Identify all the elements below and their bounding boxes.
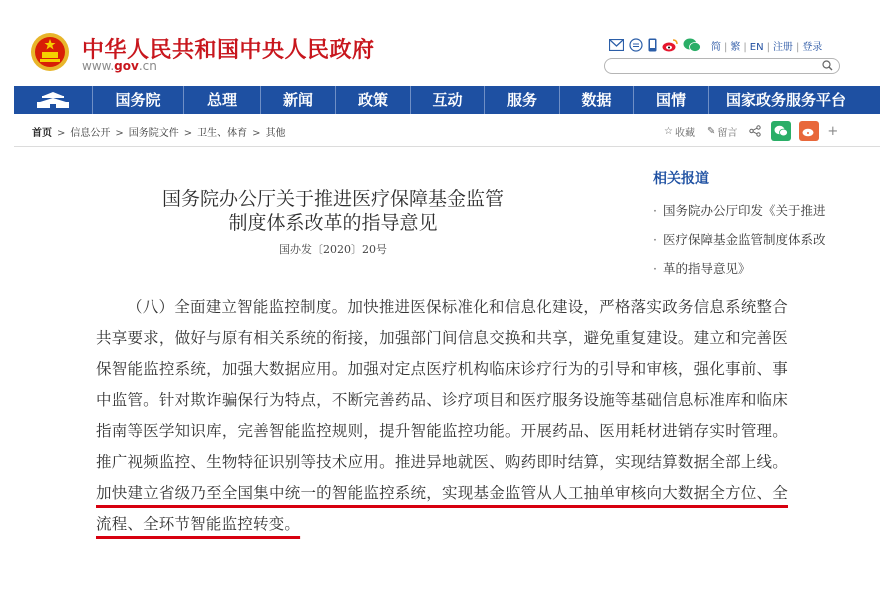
- related-reports-title: 相关报道: [653, 171, 709, 187]
- breadcrumb-other[interactable]: 其他: [265, 128, 286, 139]
- share-icon: [749, 125, 761, 137]
- wechat-icon: [774, 125, 788, 137]
- nav-item-interaction[interactable]: 互动: [411, 86, 485, 114]
- mobile-icon[interactable]: [648, 38, 657, 52]
- nav-item-data[interactable]: 数据: [560, 86, 634, 114]
- search-input[interactable]: [604, 58, 840, 74]
- nav-item-gov-service-platform[interactable]: 国家政务服务平台: [725, 91, 846, 109]
- comment-label: 留言: [717, 127, 738, 139]
- simplified-chinese-link[interactable]: 简: [711, 42, 721, 53]
- related-report-link[interactable]: · 革的指导意见》: [652, 254, 860, 283]
- body-text: （八）全面建立智能监控制度。加快推进医保标准化和信息化建设，严格落实政务信息系统整合共享要求，做好与原有相关系统的衔接，加强部门间信息交换和共享，避免重复建设。建立和完善医保智能监控系统，加强大数据应用。加强对定点医疗机构临床诊疗行为的引导和审核，强化事前、事中监管。针对欺诈骗保行为特点，不断完善药品、诊疗项目和医疗服务设施等基础信息标准库和临床指南等医学知识库，完善智能监控规则，提升智能监控功能。开展药品、医用耗材进销存实时管理。推广视频监控、生物特征识别等技术应用。推进异地就医、购药即时结算，实现结算数据全部上线。: [96, 298, 788, 471]
- rss-icon[interactable]: [629, 38, 643, 52]
- nav-item-state-council[interactable]: 国务院: [93, 86, 184, 114]
- header-divider: [14, 146, 880, 147]
- breadcrumb-health-sports[interactable]: 卫生、体育: [197, 128, 248, 139]
- document-number: 国办发〔2020〕20号: [279, 243, 387, 256]
- login-link[interactable]: 登录: [802, 42, 823, 53]
- highlighted-text: 加快建立省级乃至全国集中统一的智能监控系统，实现基金监管从人工抽单审核向大数据全方位、全流程、全环节智能监控转变。: [96, 484, 788, 533]
- favorite-label: 收藏: [674, 127, 695, 139]
- breadcrumb-state-council-docs[interactable]: 国务院文件: [128, 128, 179, 139]
- nav-item-policy[interactable]: 政策: [336, 86, 411, 114]
- article-tools: [664, 120, 838, 142]
- article-body-paragraph: [96, 292, 788, 540]
- article-title-line2: 制度体系改革的指导意见: [228, 212, 438, 234]
- breadcrumb-info-disclosure[interactable]: 信息公开: [70, 128, 111, 139]
- weibo-icon: [802, 125, 816, 137]
- more-share-icon[interactable]: +: [827, 123, 839, 139]
- favorite-button[interactable]: [664, 124, 695, 139]
- nav-item-national-info[interactable]: 国情: [634, 86, 709, 114]
- weibo-icon[interactable]: [662, 38, 678, 52]
- wechat-share-button[interactable]: [771, 121, 791, 141]
- header-links: 简 | 繁 | EN | 注册 | 登录: [711, 42, 823, 53]
- site-domain[interactable]: www.gov.cn: [82, 59, 157, 73]
- chevron-right-icon: >: [252, 128, 261, 139]
- share-button[interactable]: [749, 125, 761, 137]
- nav-item-premier[interactable]: 总理: [184, 86, 261, 114]
- article-title: [90, 187, 576, 235]
- breadcrumb-home[interactable]: 首页: [32, 128, 52, 139]
- national-emblem-icon[interactable]: [30, 32, 70, 72]
- weibo-share-button[interactable]: [799, 121, 819, 141]
- related-report-link[interactable]: · 医疗保障基金监管制度体系改: [652, 225, 860, 254]
- chevron-right-icon: >: [57, 128, 66, 139]
- register-link[interactable]: 注册: [772, 42, 793, 53]
- traditional-chinese-link[interactable]: 繁: [730, 42, 741, 53]
- main-nav: [14, 86, 880, 114]
- chevron-right-icon: >: [183, 128, 193, 139]
- star-icon: ☆: [664, 125, 673, 137]
- search-icon[interactable]: [822, 60, 833, 71]
- header-icons: [609, 37, 701, 53]
- article-title-line1: 国务院办公厅关于推进医疗保障基金监管: [161, 188, 504, 210]
- nav-item-news[interactable]: 新闻: [261, 86, 336, 114]
- nav-item-services[interactable]: 服务: [485, 86, 560, 114]
- related-reports-list: [652, 196, 860, 283]
- site-title[interactable]: 中华人民共和国中央人民政府: [82, 38, 375, 63]
- wechat-icon[interactable]: [683, 38, 701, 52]
- comment-button[interactable]: [707, 124, 737, 139]
- english-link[interactable]: EN: [749, 42, 764, 53]
- tiananmen-icon: [33, 91, 73, 109]
- related-report-link[interactable]: · 国务院办公厅印发《关于推进: [652, 196, 860, 225]
- pencil-icon: ✎: [706, 125, 716, 137]
- chevron-right-icon: >: [115, 128, 124, 139]
- breadcrumb: [32, 124, 286, 139]
- mail-icon[interactable]: [609, 39, 624, 51]
- nav-home[interactable]: [14, 86, 93, 114]
